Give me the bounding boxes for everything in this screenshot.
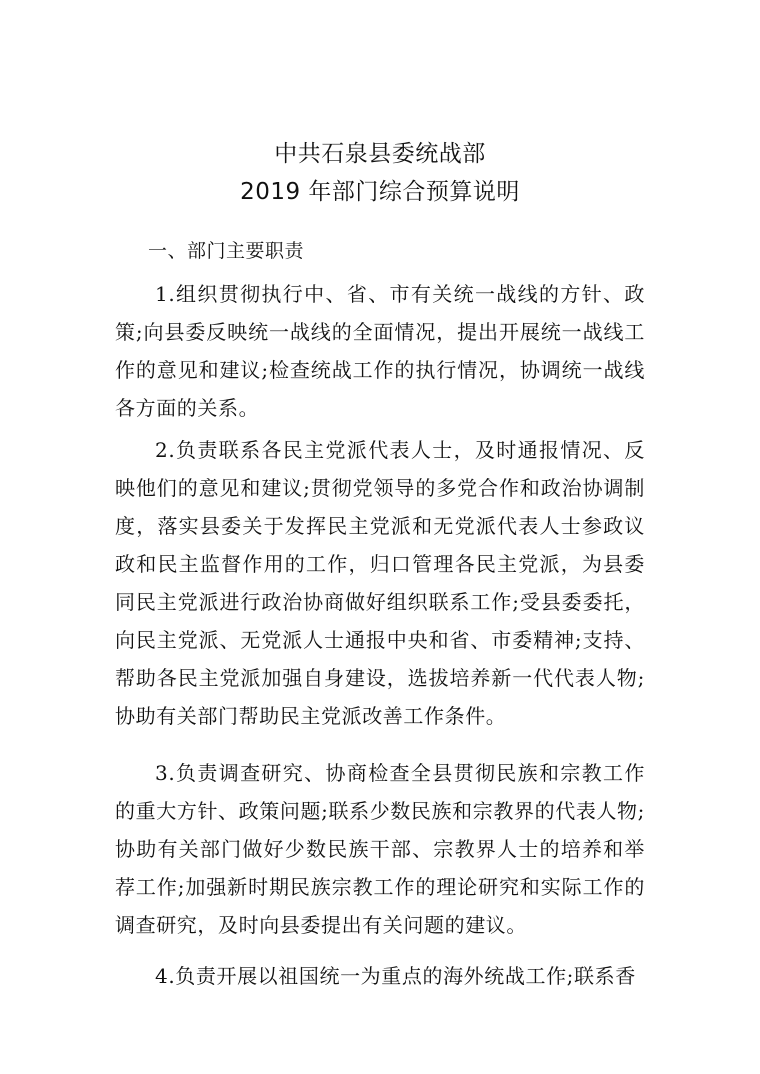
- paragraph-duty-2: 2.负责联系各民主党派代表人士，及时通报情况、反映他们的意见和建议;贯彻党领导的多党合作和政治协调制度，落实县委关于发挥民主党派和无党派代表人士参政议政和民主监督作用的工作，归口管理各民主党派，为县委同民主党派进行政治协商做好组织联系工作;受县委委托，向民主党派、无党派人士通报中央和省、市委精神;支持、帮助各民主党派加强自身建设，选拔培养新一代代表人物;协助有关部门帮助民主党派改善工作条件。: [115, 438, 645, 728]
- document-title-line2: 2019 年部门综合预算说明: [240, 179, 520, 205]
- paragraph-duty-1: 1.组织贯彻执行中、省、市有关统一战线的方针、政策;向县委反映统一战线的全面情况，提出开展统一战线工作的意见和建议;检查统战工作的执行情况，协调统一战线各方面的关系。: [115, 282, 645, 420]
- paragraph-duty-4: 4.负责开展以祖国统一为重点的海外统战工作;联系香: [155, 964, 636, 988]
- section-heading-main-duties: 一、部门主要职责: [148, 240, 305, 262]
- document-title-line1: 中共石泉县委统战部: [274, 141, 486, 167]
- paragraph-duty-3: 3.负责调查研究、协商检查全县贯彻民族和宗教工作的重大方针、政策问题;联系少数民族和宗教界的代表人物;协助有关部门做好少数民族干部、宗教界人士的培养和举荐工作;加强新时期民族宗教工作的理论研究和实际工作的调查研究，及时向县委提出有关问题的建议。: [115, 761, 645, 937]
